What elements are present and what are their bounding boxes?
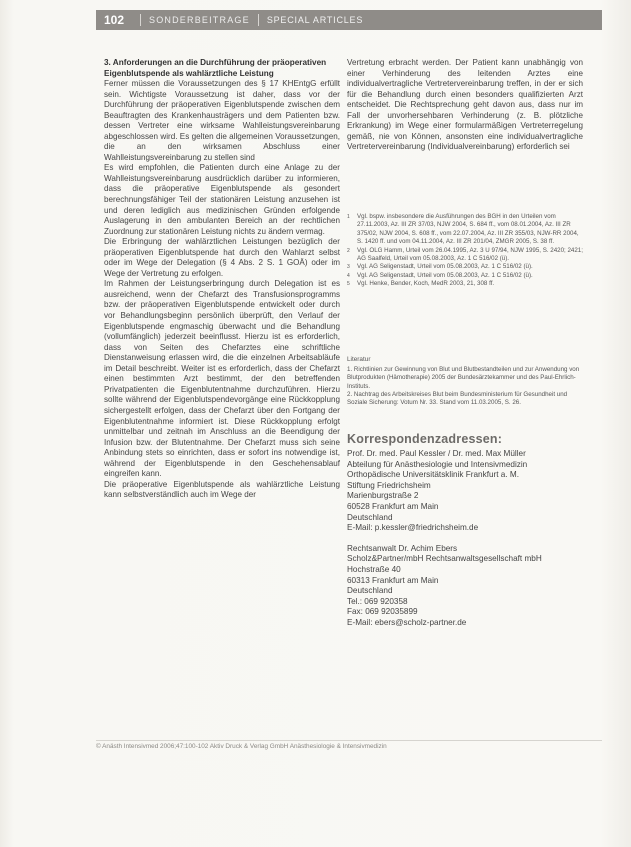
email-line: E-Mail: p.kessler@friedrichsheim.de (347, 523, 479, 533)
header-separator (258, 14, 259, 26)
page-number: 102 (104, 13, 125, 27)
footnotes (347, 213, 585, 289)
footnote (347, 272, 585, 280)
correspondence-title: Korrespondenzadressen: (347, 432, 503, 446)
footnote-text: Vgl. AG Seligenstadt, Urteil vom 05.08.2003, Az. 1 C 516/02 (ü). (357, 271, 533, 279)
page-header (96, 10, 602, 30)
footnote-number: 2 (347, 247, 350, 254)
footnote (347, 263, 585, 271)
body-paragraph: Die Erbringung der wahlärztlichen Leistungen bezüglich der präoperativen Eigenblutspende hat durch den Wahlarzt selbst oder im Wege der Delegation (§ 4 Abs. 2 S. 1 GOÄ) oder im Wege der Vertretung zu erfolgen. (104, 237, 340, 278)
subsection-title: SPECIAL ARTICLES (266, 15, 364, 25)
body-paragraph: Die präoperative Eigenblutspende als wahlärztliche Leistung kann selbstverständlich auch im Wege der (104, 479, 340, 500)
body-paragraph: Es wird empfohlen, die Patienten durch eine Anlage zu der Wahlleistungsvereinbarung ausdrücklich darüber zu informieren, dass die präoperative Eigenblutspende als gesondert berechnungsfähiger Teil der stationären Leistung anzusehen ist und deren lediglich aus medizinischen Gründen erfolgende Auslagerung in den ambulanten Bereich an der rechtlichen Zuordnung zur stationären Leistung nichts zu ändern vermag. (104, 163, 340, 236)
address-block (347, 544, 583, 629)
footnote-text: Vgl. Henke, Bender, Koch, MedR 2003, 21, 308 ff. (357, 280, 495, 288)
right-column (347, 58, 583, 153)
body-paragraph: Ferner müssen die Voraussetzungen des § 17 KHEntgG erfüllt sein. Wichtigste Voraussetzung ist daher, dass vor der Durchführung der präoperativen Eigenblutspende zwischen dem Beauftragten des Krankenhausträgers und dem Patienten bzw. dessen Vertreter eine wirksame Wahlleistungsvereinbarung abgeschlossen wird. Es gelten die allgemeinen Voraussetzungen, die an den wirksamen Abschluss einer Wahlleistungsvereinbarung zu stellen sind (104, 79, 340, 162)
address-line: Rechtsanwalt Dr. Achim Ebers (347, 543, 458, 553)
address-line: Orthopädische Universitätsklinik Frankfurt a. M. (347, 470, 519, 480)
address-line: Scholz&Partner/mbH Rechtsanwaltsgesellschaft mbH (347, 554, 542, 564)
address-line: 60313 Frankfurt am Main (347, 575, 439, 585)
address-line: Abteilung für Anästhesiologie und Intensivmedizin (347, 459, 528, 469)
email-line: E-Mail: ebers@scholz-partner.de (347, 617, 467, 627)
left-column (104, 58, 340, 501)
literature-title: Literatur (347, 356, 371, 363)
body-paragraph: Im Rahmen der Leistungserbringung durch Delegation ist es ausreichend, wenn der Chefarzt des Transfusionsprogramms bzw. der präoperativen Eigenblutspende entwickelt oder durch vor Behandlungsbeginn persönlich überprüft, den Verlauf der Eigenblutspende engmaschig überwacht und die Behandlung (vollumfänglich) jederzeit beeinflusst. Hierzu ist es erforderlich, dass von Seiten des Chefarztes eine schriftliche Dienstanweisung erlassen wird, die die einzelnen Arbeitsabläufe im Detail beschreibt. Weiter ist es erforderlich, dass der Chefarzt einen bestimmten Arzt bestimmt, der den betreffenden Privatpatienten die Eigenblutentnahme durchzuführen. Hierzu sollte während der Eigenblutspendevorgänge eine Rückkopplung sichergestellt erfolgen, dass der Chefarzt über den Fortgang der Eigenblutentnahme informiert ist. Diese Rückkopplung erfolgt unmittelbar und zeitnah im Anschluss an die Beendigung der Infusion bzw. der Blutentnahme. Der Chefarzt muss sich seine Anbindung stets so einrichten, dass er sofort ins notwendige ist, während der Eigenblutspende in den Geschehensablauf eingreifen kann. (104, 279, 340, 479)
page-footer: © Anästh Intensivmed 2006;47:100-102 Aktiv Druck & Verlag GmbH Anästhesiologie & Intensivmedizin (96, 740, 602, 753)
address-line: Stiftung Friedrichsheim (347, 480, 431, 490)
header-separator (140, 14, 141, 26)
address-block (347, 449, 583, 534)
address-line: Hochstraße 40 (347, 564, 401, 574)
body-paragraph: Vertretung erbracht werden. Der Patient kann unabhängig von einer Verhinderung des leitenden Arztes eine individualvertragliche Vertretervereinbarung treffen, in der er sich für die Behandlung durch einen besonders qualifizierten Arzt entscheidet. Die Rechtsprechung geht davon aus, dass nur im Fall der unvorhersehbaren Verhinderung (z. B. plötzliche Erkrankung) im Wege einer formularmäßigen Vertreterregelung gemäß, nie von Können, ansonsten eine individualvertragliche Vertretervereinbarung (Individualvereinbarung) erforderlich sei (347, 58, 583, 152)
correspondence-addresses (347, 449, 583, 639)
address-line: Deutschland (347, 512, 393, 522)
literature-item: 1. Richtlinien zur Gewinnung von Blut und Blutbestandteilen und zur Anwendung von Blutprodukten (Hämotherapie) 2005 der Bundesärztekammer und des Paul-Ehrlich-Instituts. (347, 366, 580, 390)
footnote-text: Vgl. bspw. insbesondere die Ausführungen des BGH in den Urteilen vom 27.11.2003, Az. III ZR 37/03, NJW 2004, S. 684 ff., vom 08.01.2004, Az. III ZR 375/02, NJW 2004, S. 608 ff., vom 22.07.2004, Az. III ZR 355/03, NJW-RR 2004, S. 1420 ff. und vom 04.11.2004, Az. III ZR 201/04, ZMGR 2005, S. 38 ff. (357, 213, 579, 246)
section-title: SONDERBEITRAGE (149, 15, 250, 25)
address-line: Marienburgstraße 2 (347, 491, 419, 501)
literature-item: 2. Nachtrag des Arbeitskreises Blut beim Bundesministerium für Gesundheit und Soziale Sicherung: Votum Nr. 33. Stand vom 11.03.2005, S. 26. (347, 390, 568, 407)
address-line: 60528 Frankfurt am Main (347, 501, 439, 511)
footnote-text: Vgl. OLG Hamm, Urteil vom 26.04.1995, Az. 3 U 97/94, NJW 1995, S. 2420; 2421; AG Saalfeld, Urteil vom 05.08.2003, Az. 1 C 516/02 (ü). (357, 246, 583, 263)
footnote-text: Vgl. AG Seligenstadt, Urteil vom 05.08.2003, Az. 1 C 516/02 (ü). (357, 263, 533, 271)
footnote-number: 3 (347, 264, 350, 271)
footnote-number: 5 (347, 281, 350, 288)
footnote (347, 213, 585, 247)
phone-line: Tel.: 069 920358 (347, 596, 408, 606)
literature-list (347, 356, 583, 407)
section-heading: 3. Anforderungen an die Durchführung der präoperativen Eigenblutspende als wahlärztliche Leistung (104, 58, 327, 78)
address-line: Deutschland (347, 586, 393, 596)
footnote-number: 1 (347, 214, 350, 220)
address-line: Prof. Dr. med. Paul Kessler / Dr. med. Max Müller (347, 449, 526, 458)
fax-line: Fax: 069 92035899 (347, 607, 418, 617)
footnote (347, 247, 585, 264)
footnote (347, 280, 585, 288)
footnote-number: 4 (347, 272, 350, 279)
